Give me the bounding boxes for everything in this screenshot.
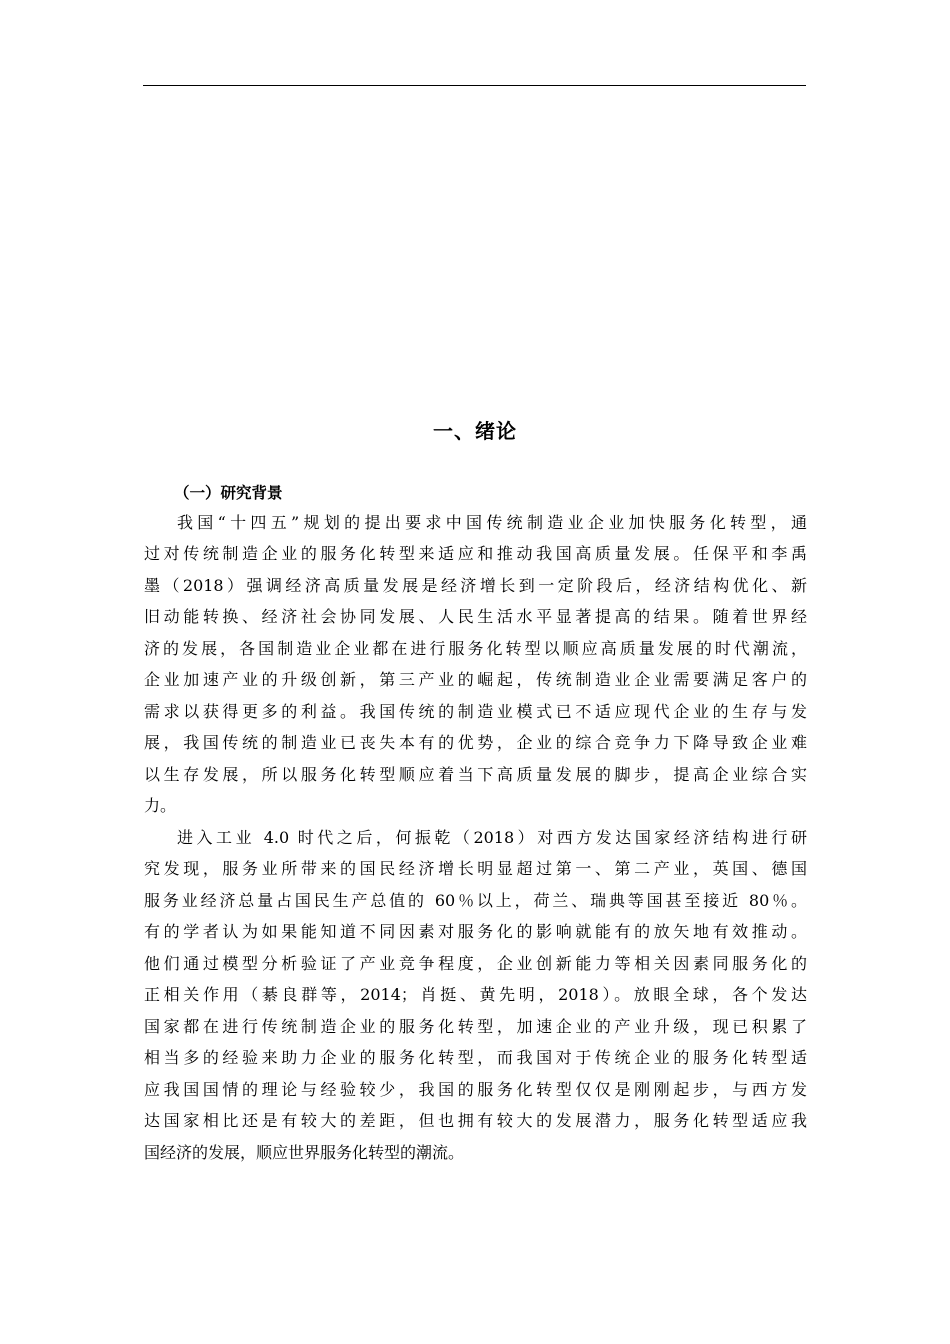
header-rule bbox=[143, 85, 806, 86]
paragraph-line: 企业加速产业的升级创新，第三产业的崛起，传统制造业企业需要满足客户的 bbox=[144, 670, 807, 689]
paragraph-line: 过对传统制造企业的服务化转型来适应和推动我国高质量发展。任保平和李禹 bbox=[144, 544, 807, 563]
paragraph-line: 国家都在进行传统制造企业的服务化转型，加速企业的产业升级，现已积累了 bbox=[144, 1016, 807, 1036]
section-heading: （一）研究背景 bbox=[174, 484, 283, 502]
paragraph-line: 他们通过模型分析验证了产业竞争程度，企业创新能力等相关因素同服务化的 bbox=[144, 953, 807, 973]
document-body bbox=[144, 478, 807, 1171]
paragraph-line: 济的发展，各国制造业企业都在进行服务化转型以顺应高质量发展的时代潮流， bbox=[144, 638, 807, 658]
paragraph-line: 应我国国情的理论与经验较少，我国的服务化转型仅仅是刚刚起步，与西方发 bbox=[144, 1079, 807, 1099]
chapter-title: 一、绪论 bbox=[433, 419, 517, 443]
paragraph-line: 旧动能转换、经济社会协同发展、人民生活水平显著提高的结果。随着世界经 bbox=[144, 607, 807, 626]
paragraph-line: 我国“十四五”规划的提出要求中国传统制造业企业加快服务化转型，通 bbox=[177, 512, 807, 532]
paragraph-line: 力。 bbox=[144, 796, 177, 815]
paragraph-line: 服务业经济总量占国民生产总值的 60％以上，荷兰、瑞典等国甚至接近 80％。 bbox=[144, 890, 807, 910]
paragraph-line: 进入工业 4.0 时代之后，何振乾（2018）对西方发达国家经济结构进行研 bbox=[177, 827, 807, 847]
paragraph-line: 展，我国传统的制造业已丧失本有的优势，企业的综合竞争力下降导致企业难 bbox=[144, 733, 807, 752]
paragraph-line: 需求以获得更多的利益。我国传统的制造业模式已不适应现代企业的生存与发 bbox=[144, 701, 807, 721]
paragraph-line: 以生存发展，所以服务化转型顺应着当下高质量发展的脚步，提高企业综合实 bbox=[144, 764, 807, 784]
paragraph-line: 有的学者认为如果能知道不同因素对服务化的影响就能有的放矢地有效推动。 bbox=[144, 922, 807, 941]
paragraph-1 bbox=[144, 510, 807, 825]
paragraph-line: 究发现，服务业所带来的国民经济增长明显超过第一、第二产业，英国、德国 bbox=[144, 859, 807, 878]
paragraph-line: 相当多的经验来助力企业的服务化转型，而我国对于传统企业的服务化转型适 bbox=[144, 1048, 807, 1067]
paragraph-line: 墨（2018）强调经济高质量发展是经济增长到一定阶段后，经济结构优化、新 bbox=[144, 575, 807, 595]
paragraph-line: 正相关作用（綦良群等，2014；肖挺、黄先明，2018）。放眼全球，各个发达 bbox=[144, 985, 807, 1004]
paragraph-2 bbox=[144, 825, 807, 1172]
paragraph-line: 达国家相比还是有较大的差距，但也拥有较大的发展潜力，服务化转型适应我 bbox=[144, 1111, 807, 1130]
paragraph-line: 国经济的发展，顺应世界服务化转型的潮流。 bbox=[144, 1142, 465, 1162]
